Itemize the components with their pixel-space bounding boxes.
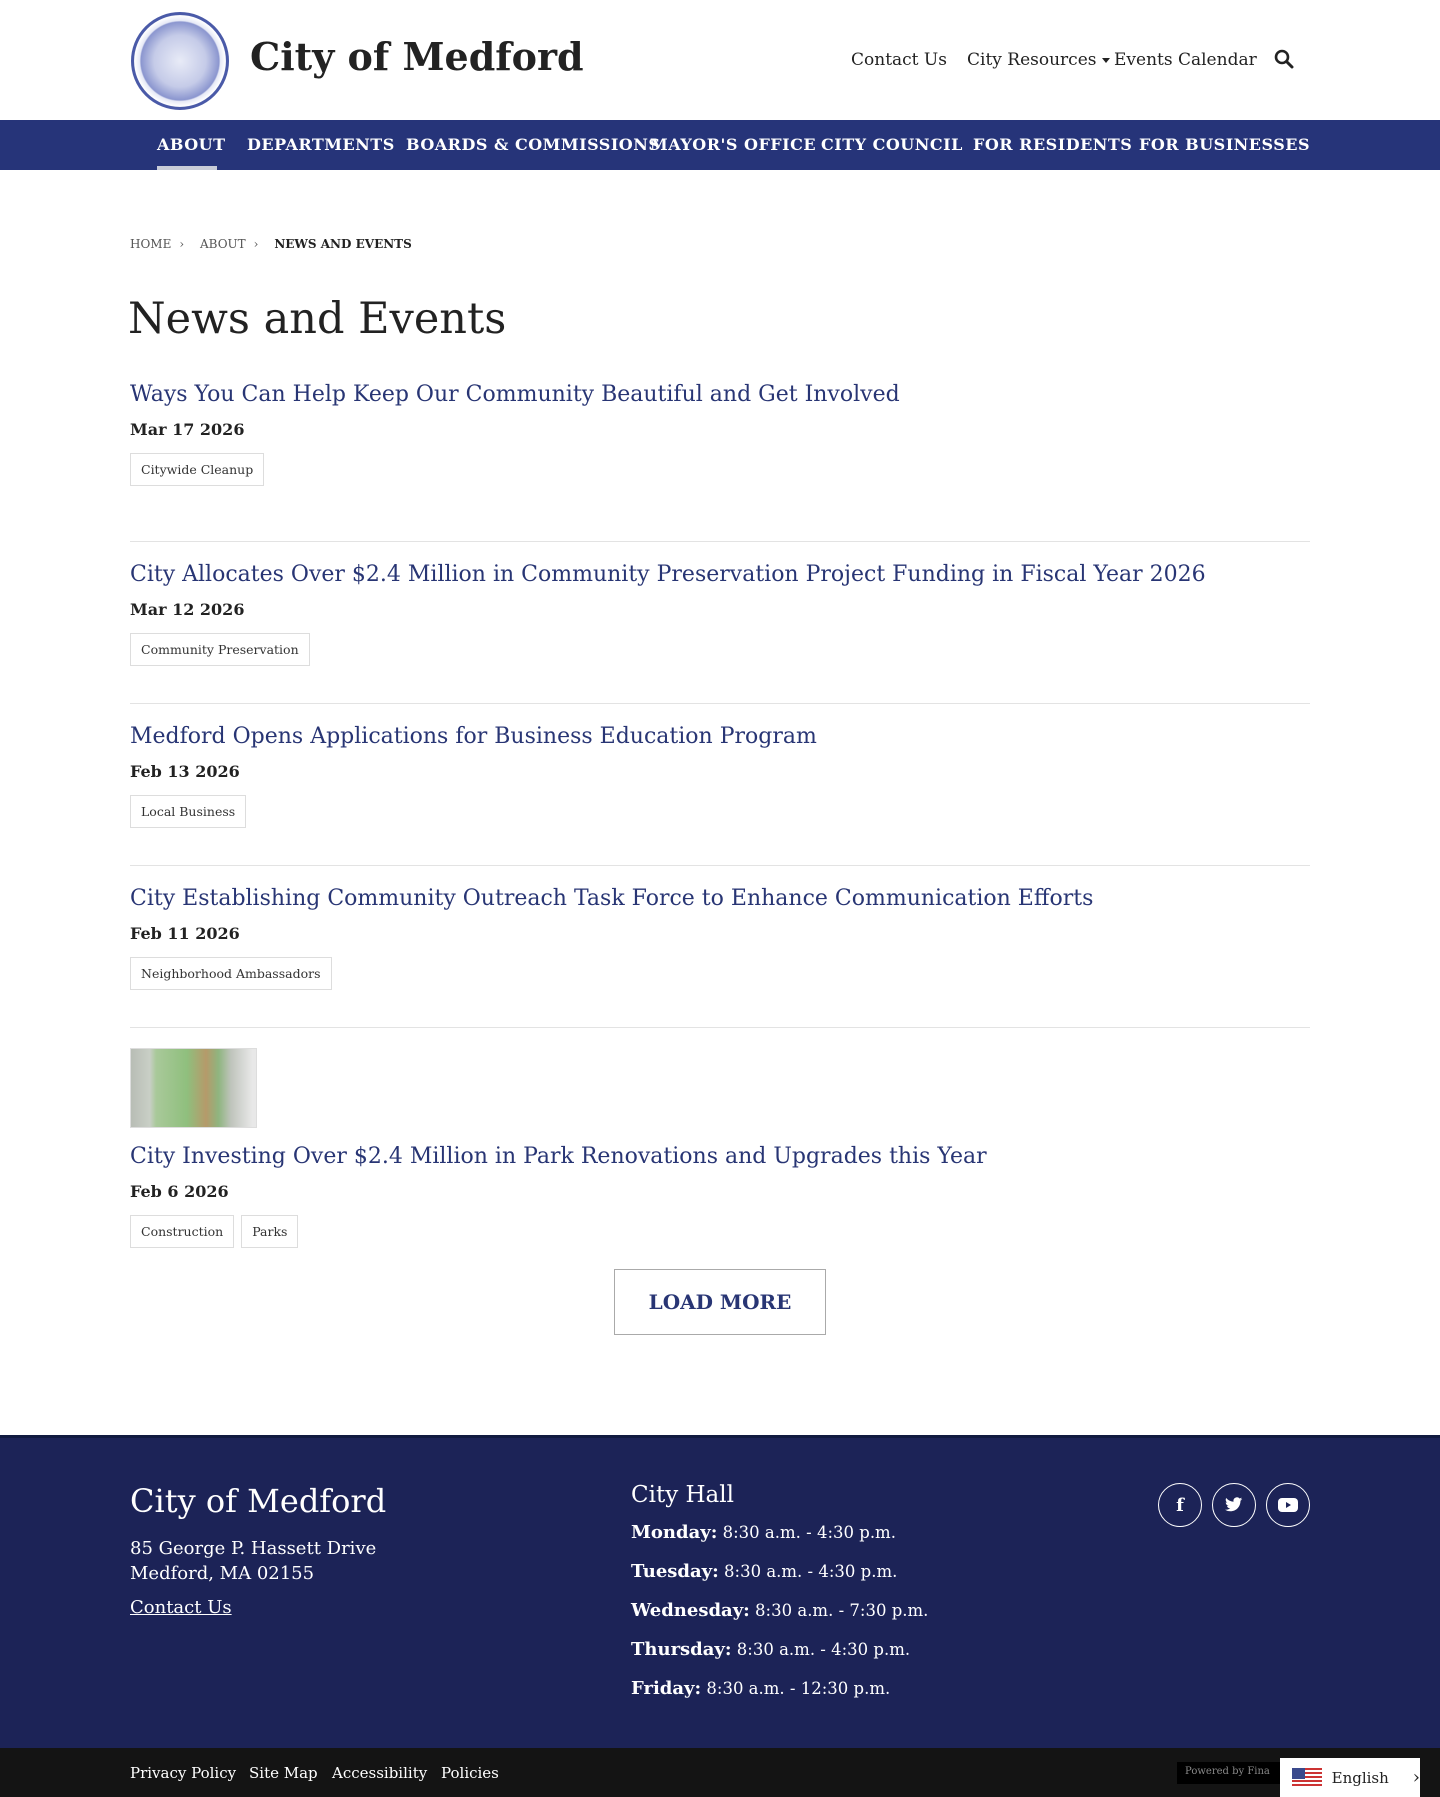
time: 8:30 a.m. - 4:30 p.m. (717, 1523, 896, 1542)
news-tag[interactable]: Construction (130, 1215, 234, 1248)
nav-city-council[interactable]: CITY COUNCIL (821, 135, 963, 154)
day: Wednesday: (631, 1600, 750, 1621)
news-item (130, 704, 1310, 866)
day: Monday: (631, 1522, 718, 1543)
news-date: Mar 12 2026 (130, 600, 245, 619)
news-title-link[interactable]: City Investing Over $2.4 Million in Park Renovations and Upgrades this Year (130, 1144, 987, 1169)
footer (0, 1435, 1440, 1748)
news-item (130, 1028, 1310, 1248)
city-resources-menu[interactable] (967, 50, 1110, 70)
events-calendar-link[interactable]: Events Calendar (1114, 50, 1257, 70)
bottom-bar (0, 1748, 1440, 1797)
policies-link[interactable]: Policies (441, 1764, 499, 1782)
breadcrumb-home[interactable]: HOME (130, 237, 172, 251)
breadcrumb-current: NEWS AND EVENTS (274, 237, 412, 251)
city-hall-heading: City Hall (631, 1482, 734, 1508)
site-header (0, 0, 1440, 120)
day: Tuesday: (631, 1561, 719, 1582)
news-date: Feb 6 2026 (130, 1182, 229, 1201)
privacy-policy-link[interactable]: Privacy Policy (130, 1764, 237, 1782)
news-list (130, 380, 1310, 1248)
city-seal-logo[interactable] (131, 12, 229, 110)
breadcrumb (130, 237, 420, 251)
news-date: Mar 17 2026 (130, 420, 245, 439)
news-tag[interactable]: Community Preservation (130, 633, 310, 666)
nav-departments[interactable]: DEPARTMENTS (247, 135, 395, 154)
time: 8:30 a.m. - 12:30 p.m. (701, 1679, 891, 1698)
active-nav-indicator (157, 166, 217, 170)
chevron-right-icon: › (1412, 1767, 1420, 1788)
time: 8:30 a.m. - 7:30 p.m. (749, 1601, 929, 1620)
news-title-link[interactable]: City Establishing Community Outreach Task Force to Enhance Communication Efforts (130, 886, 1094, 911)
breadcrumb-about[interactable]: ABOUT (200, 237, 246, 251)
news-item (130, 866, 1310, 1028)
facebook-icon[interactable]: f (1158, 1483, 1202, 1527)
nav-for-businesses[interactable]: FOR BUSINESSES (1139, 135, 1311, 154)
news-tag[interactable]: Parks (241, 1215, 298, 1248)
news-title-link[interactable]: City Allocates Over $2.4 Million in Community Preservation Project Funding in Fiscal Year 2026 (130, 562, 1206, 587)
news-title-link[interactable]: Medford Opens Applications for Business Education Program (130, 724, 817, 749)
chevron-right-icon: › (253, 237, 259, 251)
powered-by-badge[interactable]: Powered by Fina (1177, 1762, 1287, 1784)
hours-row (631, 1561, 928, 1600)
news-item (130, 380, 1310, 542)
language-selector[interactable] (1280, 1758, 1420, 1797)
page-title: News and Events (128, 294, 507, 344)
site-title[interactable]: City of Medford (250, 34, 584, 79)
news-tag[interactable]: Local Business (130, 795, 246, 828)
footer-title: City of Medford (130, 1482, 387, 1520)
nav-about[interactable]: ABOUT (157, 135, 226, 154)
nav-boards-commissions[interactable]: BOARDS & COMMISSIONS (406, 135, 661, 154)
accessibility-link[interactable]: Accessibility (332, 1764, 428, 1782)
news-tag[interactable]: Citywide Cleanup (130, 453, 264, 486)
nav-for-residents[interactable]: FOR RESIDENTS (973, 135, 1133, 154)
park-aerial-thumbnail[interactable] (130, 1048, 257, 1128)
nav-mayors-office[interactable]: MAYOR'S OFFICE (650, 135, 817, 154)
load-more-button[interactable]: LOAD MORE (614, 1269, 826, 1335)
address-line: 85 George P. Hassett Drive (130, 1538, 377, 1559)
hours-row (631, 1639, 928, 1678)
news-item (130, 542, 1310, 704)
language-label: English (1331, 1768, 1389, 1787)
footer-address (130, 1536, 376, 1586)
main-nav (0, 120, 1440, 170)
time: 8:30 a.m. - 4:30 p.m. (731, 1640, 911, 1659)
youtube-icon[interactable] (1266, 1483, 1310, 1527)
caret-down-icon (1102, 58, 1110, 63)
us-flag-icon (1292, 1768, 1322, 1788)
hours-row (631, 1600, 928, 1639)
address-line: Medford, MA 02155 (130, 1563, 315, 1584)
news-title-link[interactable]: Ways You Can Help Keep Our Community Beautiful and Get Involved (130, 382, 900, 407)
city-resources-label: City Resources (967, 50, 1097, 70)
chevron-right-icon: › (179, 237, 185, 251)
day: Friday: (631, 1678, 702, 1699)
time: 8:30 a.m. - 4:30 p.m. (718, 1562, 898, 1581)
site-map-link[interactable]: Site Map (249, 1764, 318, 1782)
search-icon[interactable] (1274, 49, 1294, 69)
news-tag[interactable]: Neighborhood Ambassadors (130, 957, 332, 990)
footer-contact-link[interactable]: Contact Us (130, 1597, 232, 1618)
news-date: Feb 13 2026 (130, 762, 240, 781)
twitter-icon[interactable] (1212, 1483, 1256, 1527)
hours-row (631, 1678, 928, 1717)
news-date: Feb 11 2026 (130, 924, 240, 943)
contact-us-link[interactable]: Contact Us (851, 50, 947, 70)
hours-list (631, 1522, 928, 1717)
day: Thursday: (631, 1639, 732, 1660)
hours-row (631, 1522, 928, 1561)
